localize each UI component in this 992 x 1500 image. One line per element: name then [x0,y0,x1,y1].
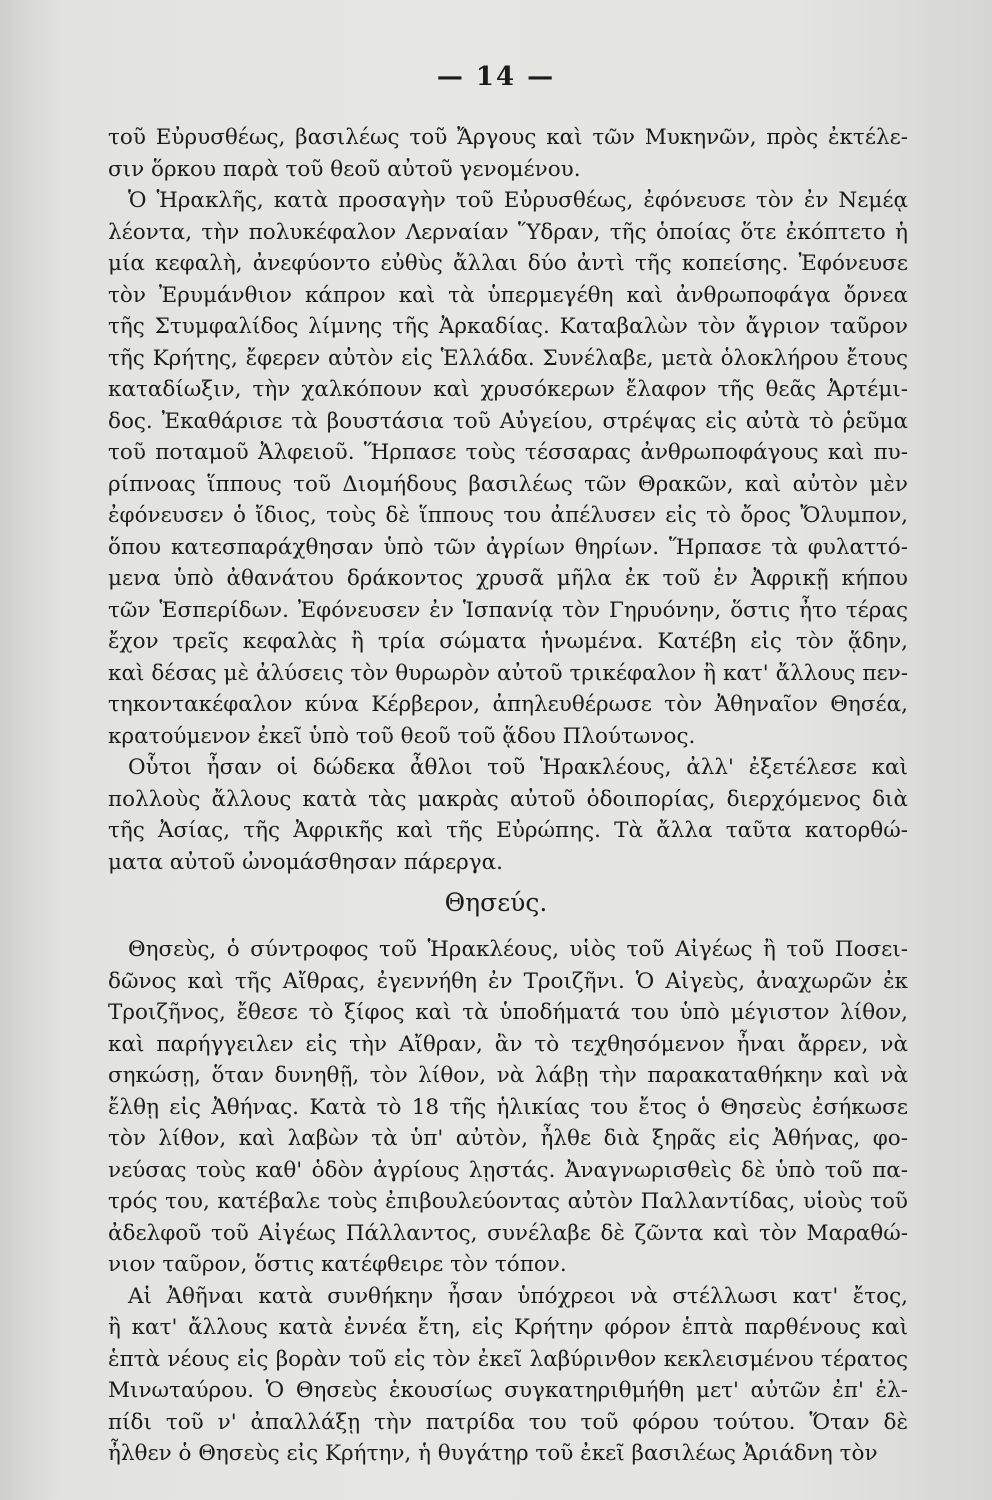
text-line: Οὗτοι ἦσαν οἱ δώδεκα ἆθλοι τοῦ Ἡρακλέους, ἀλλ' ἐξετέλεσε καὶ [128,755,908,780]
text-line: τοῦ ποταμοῦ Ἀλφειοῦ. Ἥρπασε τοὺς τέσσαρας ἀνθρωποφάγους καὶ πυ- [108,440,908,465]
text-line: τρός του, κατέβαλε τοὺς ἐπιβουλεύοντας αὐτὸν Παλλαντίδας, υἱοὺς τοῦ [108,1189,908,1214]
text-line: δῶνος καὶ τῆς Αἴθρας, ἐγεννήθη ἐν Τροιζῆνι. Ὁ Αἰγεὺς, ἀναχωρῶν ἐκ [108,968,908,994]
text-line: Θησεὺς, ὁ σύντροφος τοῦ Ἡρακλέους, υἱὸς τοῦ Αἰγέως ἢ τοῦ Ποσει- [128,937,908,962]
text-block-theseus [108,934,908,1470]
text-line: κρατούμενον ἐκεῖ ὑπὸ τοῦ θεοῦ τοῦ ᾅδου Πλούτωνος. [108,723,696,749]
text-line: σηκώσῃ, ὅταν δυνηθῇ, τὸν λίθον, νὰ λάβῃ τὴν παρακαταθήκην καὶ νὰ [108,1063,908,1088]
text-line: μία κεφαλὴ, ἀνεφύοντο εὐθὺς ἄλλαι δύο ἀντὶ τῆς κοπείσης. Ἐφόνευσε [108,251,908,276]
text-line: ἐφόνευσεν ὁ ἴδιος, τοὺς δὲ ἵππους του ἀπέλυσεν εἰς τὸ ὄρος Ὄλυμπον, [108,503,908,528]
text-line: νεύσας τοὺς καθ' ὁδὸν ἀγρίους λῃστάς. Ἀναγνωρισθεὶς δὲ ὑπὸ τοῦ πα- [108,1157,908,1183]
text-line: καταδίωξιν, τὴν χαλκόπουν καὶ χρυσόκερων ἔλαφον τῆς θεᾶς Ἀρτέμι- [108,377,908,402]
text-line: καὶ δέσας μὲ ἀλύσεις τὸν θυρωρὸν αὐτοῦ τρικέφαλον ἢ κατ' ἄλλους πεν- [108,660,908,686]
text-line: ὅπου κατεσπαράχθησαν ὑπὸ τῶν ἀγρίων θηρίων. Ἥρπασε τὰ φυλαττό- [108,534,908,560]
page-number: — 14 — [436,62,556,92]
text-line: καὶ παρήγγειλεν εἰς τὴν Αἴθραν, ἂν τὸ τεχθησόμενον ἦναι ἄρρεν, νὰ [108,1031,908,1057]
text-line: ἀδελφοῦ τοῦ Αἰγέως Πάλλαντος, συνέλαβε δὲ ζῶντα καὶ τὸν Μαραθώ- [108,1220,908,1246]
text-line: σιν ὅρκου παρὰ τοῦ θεοῦ αὐτοῦ γενομένου. [108,156,581,182]
text-line: λέοντα, τὴν πολυκέφαλον Λερναίαν Ὕδραν, τῆς ὁποίας ὅτε ἐκόπτετο ἡ [108,219,908,245]
text-line: πίδι τοῦ ν' ἀπαλλάξῃ τὴν πατρίδα του τοῦ φόρου τούτου. Ὅταν δὲ [108,1409,908,1435]
text-line: ρίπνοας ἵππους τοῦ Διομήδους βασιλέως τῶν Θρακῶν, καὶ αὐτὸν μὲν [108,471,908,497]
text-line: δος. Ἐκαθάρισε τὰ βουστάσια τοῦ Αὐγείου, στρέψας εἰς αὐτὰ τὸ ῥεῦμα [108,408,908,434]
text-line: τῆς Στυμφαλίδος λίμνης τῆς Ἀρκαδίας. Καταβαλὼν τὸν ἄγριον ταῦρον [108,314,908,339]
text-line: τὸν Ἐρυμάνθιον κάπρον καὶ τὰ ὑπερμεγέθη καὶ ἀνθρωποφάγα ὄρνεα [108,282,908,308]
text-line: ἔλθῃ εἰς Ἀθήνας. Κατὰ τὸ 18 τῆς ἡλικίας του ἔτος ὁ Θησεὺς ἐσήκωσε [108,1094,908,1120]
text-line: ἑπτὰ νέους εἰς βορὰν τοῦ εἰς τὸν ἐκεῖ λαβύρινθον κεκλεισμένου τέρατος [108,1346,908,1372]
text-line: ἢ κατ' ἄλλους κατὰ ἐννέα ἔτη, εἰς Κρήτην φόρον ἑπτὰ παρθένους καὶ [108,1315,908,1340]
text-line: τῆς Κρήτης, ἔφερεν αὐτὸν εἰς Ἑλλάδα. Συνέλαβε, μετὰ ὁλοκλήρου ἔτους [108,345,908,371]
text-line: Ὁ Ἡρακλῆς, κατὰ προσαγὴν τοῦ Εὐρυσθέως, ἐφόνευσε τὸν ἐν Νεμέᾳ [128,188,908,213]
text-line: πολλοὺς ἄλλους κατὰ τὰς μακρὰς αὐτοῦ ὁδοιπορίας, διερχόμενος διὰ [108,786,908,812]
text-line: Τροιζῆνος, ἔθεσε τὸ ξίφος καὶ τὰ ὑποδήματά του ὑπὸ μέγιστον λίθον, [108,1000,908,1025]
text-block-heracles [108,122,908,878]
section-heading: Θησεύς. [444,888,548,917]
text-line: ματα αὐτοῦ ὠνομάσθησαν πάρεργα. [108,849,503,875]
text-line: ἔχον τρεῖς κεφαλὰς ἢ τρία σώματα ἡνωμένα. Κατέβη εἰς τὸν ᾅδην, [108,629,908,654]
text-line: Μινωταύρου. Ὁ Θησεὺς ἑκουσίως συγκατηριθμήθη μετ' αὐτῶν ἐπ' ἐλ- [108,1378,908,1403]
text-line: νιον ταῦρον, ὅστις κατέφθειρε τὸν τόπον. [108,1252,567,1277]
text-line: τῆς Ἀσίας, τῆς Ἀφρικῆς καὶ τῆς Εὐρώπης. Τὰ ἄλλα ταῦτα κατορθώ- [108,818,908,843]
text-line: τῶν Ἑσπερίδων. Ἐφόνευσεν ἐν Ἱσπανίᾳ τὸν Γηρυόνην, ὅστις ἦτο τέρας [108,597,908,623]
text-line: Αἱ Ἀθῆναι κατὰ συνθήκην ἦσαν ὑπόχρεοι νὰ στέλλωσι κατ' ἔτος, [128,1283,908,1309]
text-line: τοῦ Εὐρυσθέως, βασιλέως τοῦ Ἄργους καὶ τῶν Μυκηνῶν, πρὸς ἐκτέλε- [108,125,908,150]
text-line: τηκοντακέφαλον κύνα Κέρβερον, ἀπηλευθέρωσε τὸν Ἀθηναῖον Θησέα, [108,692,908,717]
text-line: τὸν λίθον, καὶ λαβὼν τὰ ὑπ' αὐτὸν, ἦλθε διὰ ξηρᾶς εἰς Ἀθήνας, φο- [108,1126,908,1151]
text-line: μενα ὑπὸ ἀθανάτου δράκοντος χρυσᾶ μῆλα ἐκ τοῦ ἐν Ἀφρικῇ κήπου [108,566,908,591]
text-line: ἦλθεν ὁ Θησεὺς εἰς Κρήτην, ἡ θυγάτηρ τοῦ ἐκεῖ βασιλέως Ἀριάδνη τὸν [108,1441,878,1466]
